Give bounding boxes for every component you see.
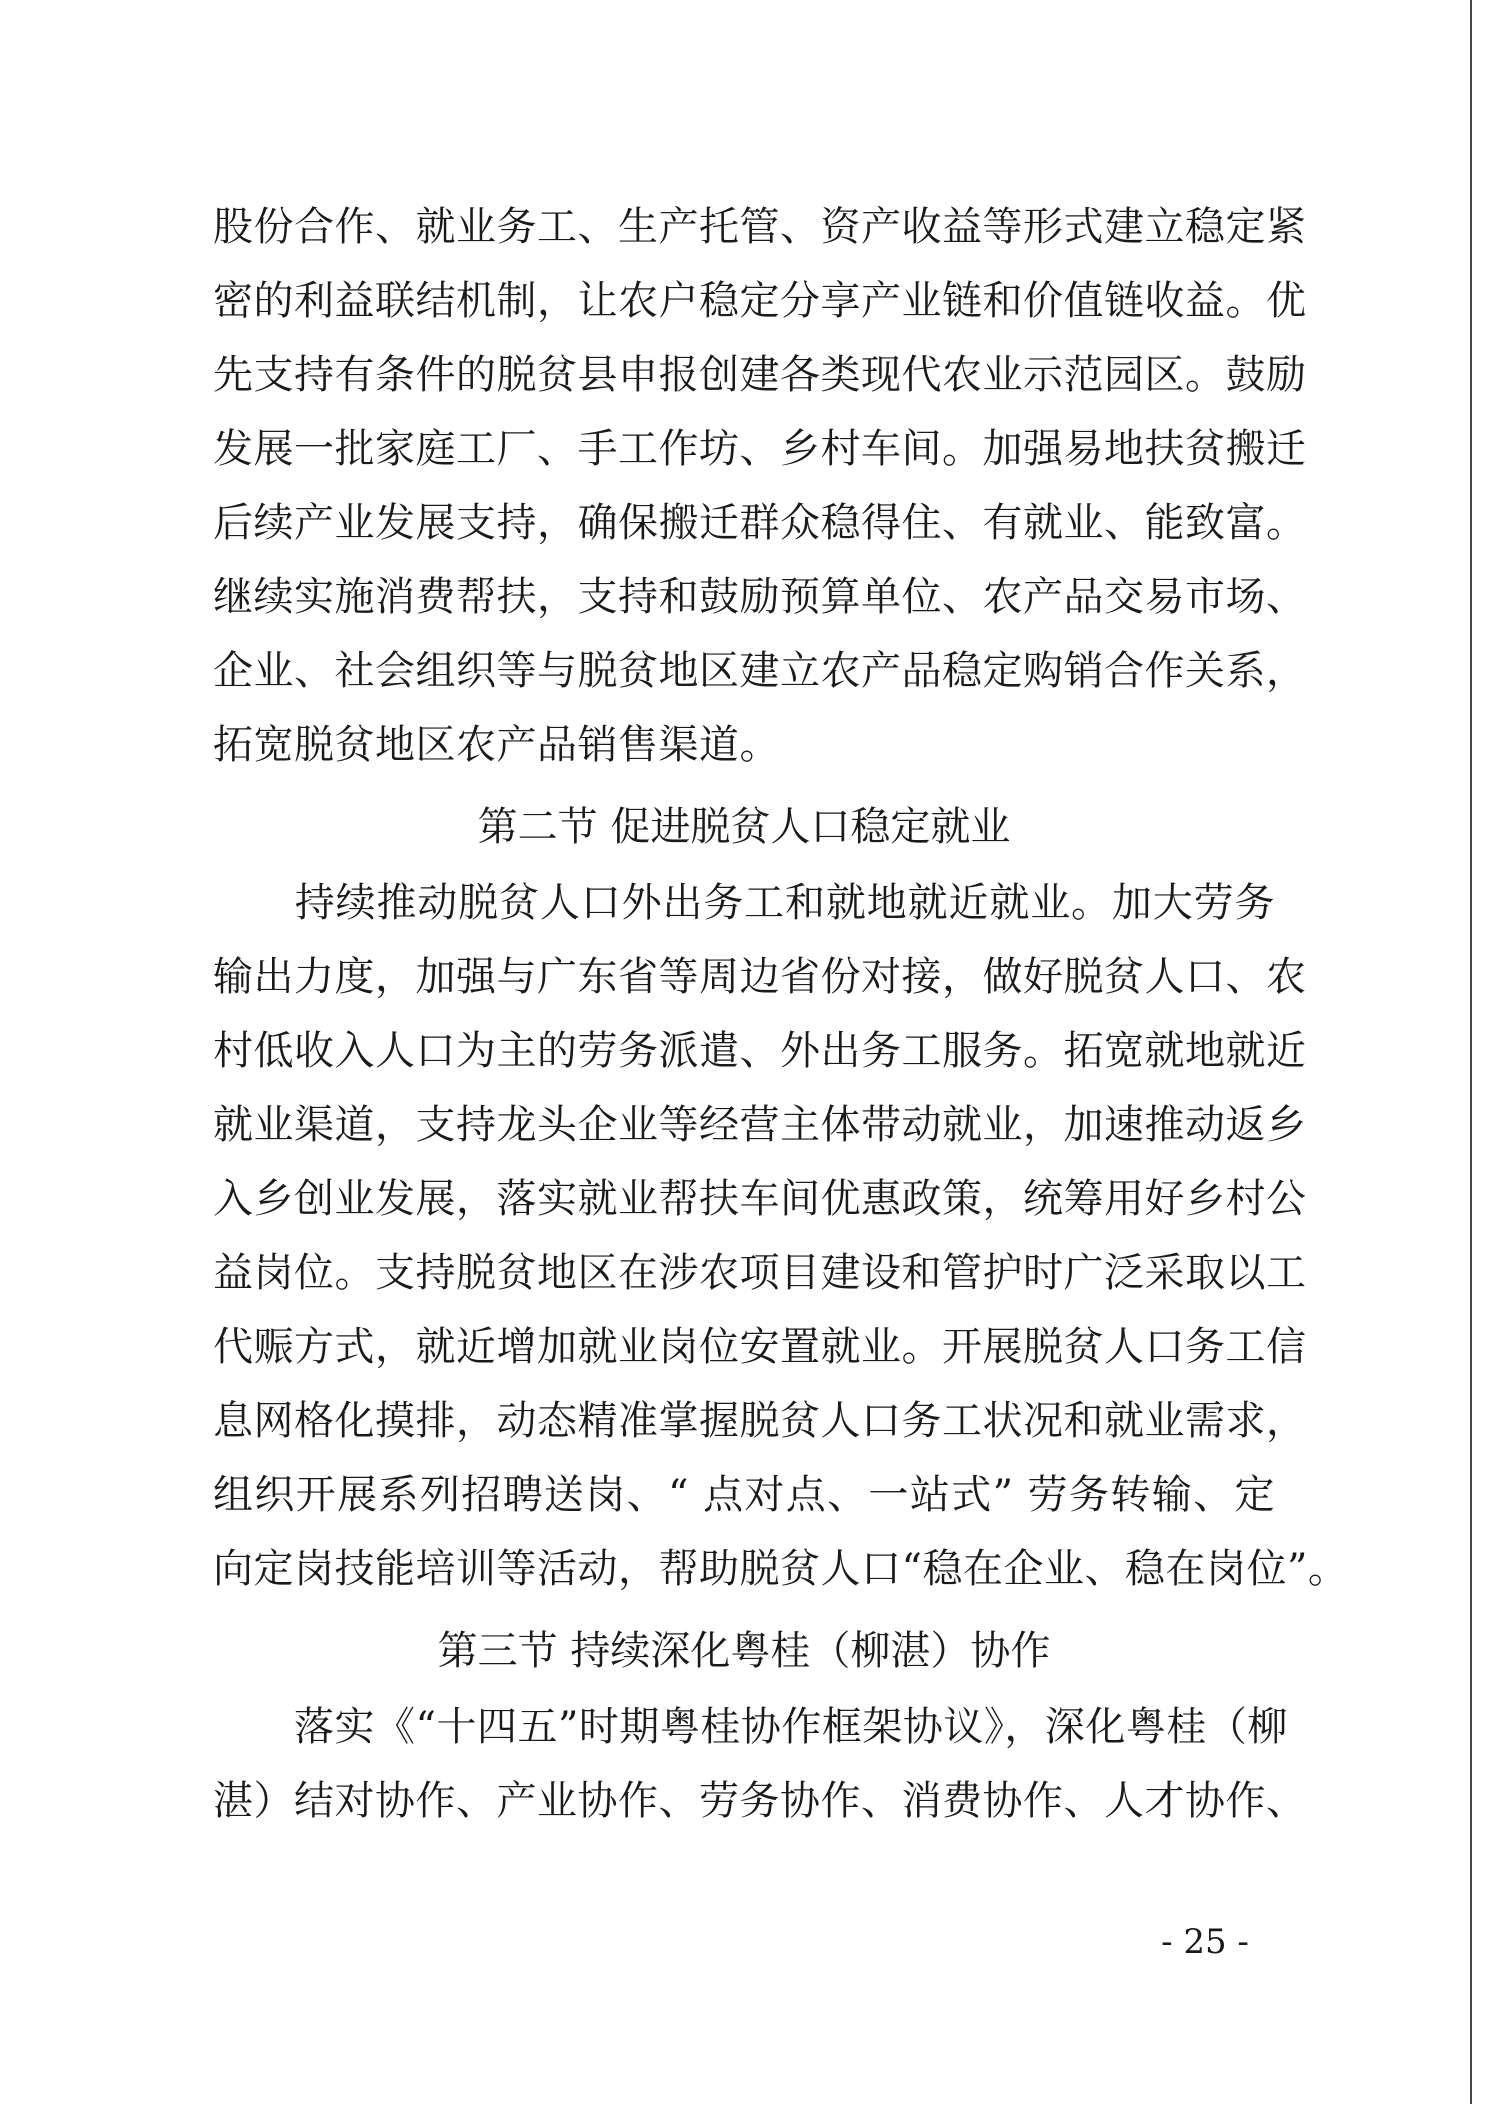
text-line: 密的利益联结机制，让农户稳定分享产业链和价值链收益。优 bbox=[213, 278, 1307, 324]
text-line: 落实《“十四五”时期粤桂协作框架协议》，深化粤桂（柳 bbox=[213, 1704, 1288, 1750]
text-line: 持续推动脱贫人口外出务工和就地就近就业。加大劳务 bbox=[213, 880, 1275, 926]
text-line: 益岗位。支持脱贫地区在涉农项目建设和管护时广泛采取以工 bbox=[213, 1250, 1307, 1296]
text-line: 企业、社会组织等与脱贫地区建立农产品稳定购销合作关系， bbox=[213, 648, 1307, 694]
paragraph-industry-support bbox=[213, 190, 1307, 782]
section-heading-employment: 第二节 促进脱贫人口稳定就业 bbox=[477, 804, 1011, 850]
text-line: 股份合作、就业务工、生产托管、资产收益等形式建立稳定紧 bbox=[213, 204, 1307, 250]
text-line: 输出力度，加强与广东省等周边省份对接，做好脱贫人口、农 bbox=[213, 954, 1307, 1000]
text-line: 就业渠道，支持龙头企业等经营主体带动就业，加速推动返乡 bbox=[213, 1102, 1307, 1148]
text-line: 湛）结对协作、产业协作、劳务协作、消费协作、人才协作、 bbox=[213, 1778, 1307, 1824]
text-line: 入乡创业发展，落实就业帮扶车间优惠政策，统筹用好乡村公 bbox=[213, 1176, 1307, 1222]
text-line: 继续实施消费帮扶，支持和鼓励预算单位、农产品交易市场、 bbox=[213, 574, 1307, 620]
document-body bbox=[213, 190, 1349, 1838]
page-number: - 25 - bbox=[1161, 1922, 1249, 1962]
paragraph-cooperation bbox=[213, 1690, 1307, 1838]
text-line: 村低收入人口为主的劳务派遣、外出务工服务。拓宽就地就近 bbox=[213, 1028, 1307, 1074]
text-line: 发展一批家庭工厂、手工作坊、乡村车间。加强易地扶贫搬迁 bbox=[213, 426, 1307, 472]
text-line: 组织开展系列招聘送岗、“ 点对点、一站式” 劳务转输、定 bbox=[213, 1472, 1275, 1518]
text-line: 先支持有条件的脱贫县申报创建各类现代农业示范园区。鼓励 bbox=[213, 352, 1307, 398]
paragraph-employment bbox=[213, 866, 1349, 1606]
text-line: 代赈方式，就近增加就业岗位安置就业。开展脱贫人口务工信 bbox=[213, 1324, 1307, 1370]
text-line: 后续产业发展支持，确保搬迁群众稳得住、有就业、能致富。 bbox=[213, 500, 1307, 546]
text-line: 拓宽脱贫地区农产品销售渠道。 bbox=[213, 722, 780, 768]
text-line: 向定岗技能培训等活动，帮助脱贫人口“稳在企业、稳在岗位”。 bbox=[213, 1546, 1349, 1592]
text-line: 息网格化摸排，动态精准掌握脱贫人口务工状况和就业需求， bbox=[213, 1398, 1307, 1444]
section-heading-cooperation: 第三节 持续深化粤桂（柳湛）协作 bbox=[437, 1628, 1051, 1674]
